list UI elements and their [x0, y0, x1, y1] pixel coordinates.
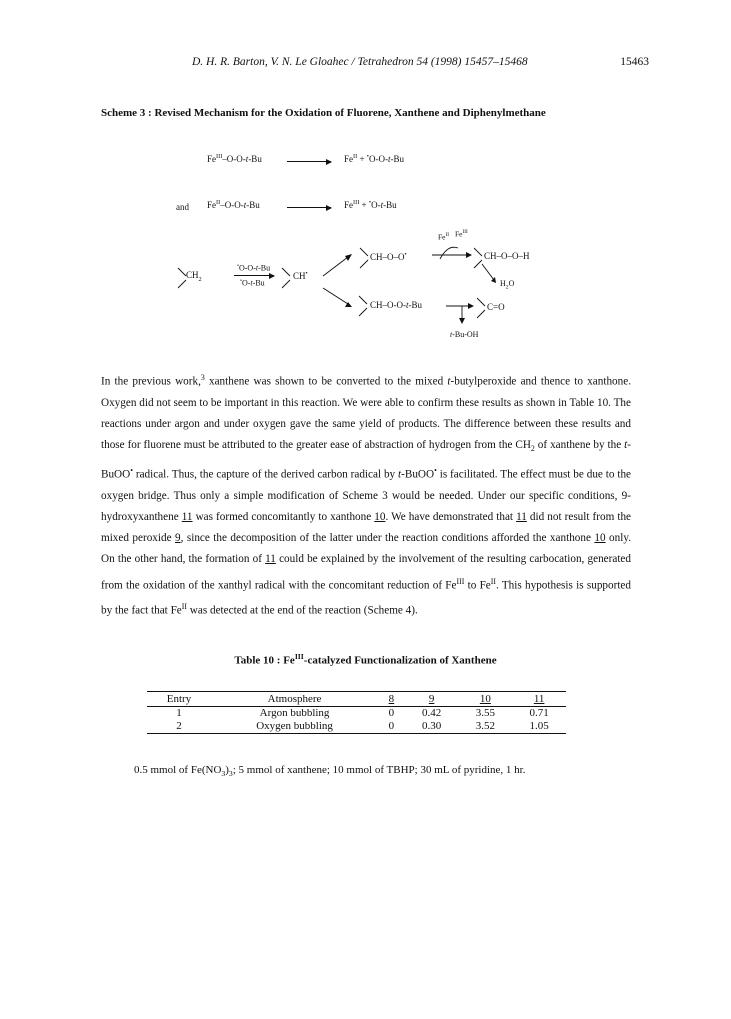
- eq2-products: $Fe^{III} + ^•O-t-Bu$: [344, 199, 397, 210]
- tbuoh-label: t-Bu-OH: [450, 330, 479, 339]
- fe3-label: $Fe^{III}$: [455, 229, 468, 239]
- running-citation: D. H. R. Barton, V. N. Le Gloahec / Tetrahedron 54 (1998) 15457–15468: [192, 56, 528, 68]
- cell-compound-10: 3.52: [458, 720, 512, 734]
- header-compound-10: 10: [458, 692, 512, 707]
- eq1-reactant: $Fe^{III}-O-O-t-Bu$: [207, 153, 262, 164]
- results-table: [147, 691, 566, 734]
- cell-atmosphere: Oxygen bubbling: [211, 720, 378, 734]
- table-footnote: 0.5 mmol of $Fe(NO_3)_3$; 5 mmol of xanthene; 10 mmol of TBHP; 30 mL of pyridine, 1 hr.: [134, 764, 526, 779]
- reagent-bottom: •O-t-Bu: [240, 278, 265, 288]
- cell-compound-8: 0: [388, 707, 395, 719]
- header-entry: Entry: [147, 692, 211, 707]
- page-number: 15463: [620, 56, 649, 68]
- mixed-peroxide-label: CH–O-O-t-Bu: [370, 300, 423, 310]
- ch2-label: $CH_2$: [186, 270, 202, 283]
- fe2-label: $Fe^{II}$: [438, 232, 449, 242]
- table-title: Table 10 : $Fe^{III}$-catalyzed Functionalization of Xanthene: [234, 652, 497, 667]
- header-compound-8: 8: [378, 692, 405, 707]
- header-atmosphere: Atmosphere: [211, 692, 378, 707]
- cell-compound-10: 3.55: [475, 707, 495, 719]
- eq2-reactant: $Fe^{II}-O-O-t-Bu$: [207, 199, 260, 210]
- body-paragraph: In the previous work,$^3$ xanthene was shown to be converted to the mixed t-butylperoxide and thence to xanthone. Oxygen did not seem to be important in this reaction. We were able to confirm these results as shown in Table 10. The reactions under argon and under oxygen gave the same yield of products. The difference between these results and those for fluorene must be attributed to the greater ease of abstraction of hydrogen from the $CH_2$ of xanthene by the t-BuOO• radical. Thus, the capture of the derived carbon radical by t-BuOO• is facilitated. The effect must be due to the oxygen bridge. Thus only a simple modification of Scheme 3 would be needed. Under our specific conditions, 9-hydroxyxanthene 11 was formed concomitantly to xanthone 10. We have demonstrated that 11 did not result from the mixed peroxide 9, since the decomposition of the latter under the reaction conditions afforded the xanthone 10 only. On the other hand, the formation of 11 could be explained by the involvement of the resulting carbocation, generated from the oxidation of the xanthyl radical with the concomitant reduction of $Fe^{III}$ to $Fe^{II}$. This hypothesis is supported by the fact that $Fe^{II}$ was detected at the end of the reaction (Scheme 4).: [101, 373, 632, 618]
- cell-entry: 1: [176, 707, 182, 719]
- eq1-products: $Fe^{II} + ^•O-O-t-Bu$: [344, 153, 405, 164]
- table-header-row: [147, 692, 566, 707]
- header-compound-11: 11: [512, 692, 566, 707]
- abstraction-arrow: [234, 275, 274, 276]
- header-compound-9: 9: [405, 692, 459, 707]
- cell-compound-8: 0: [378, 720, 405, 734]
- cell-entry: 2: [147, 720, 211, 734]
- eq2-and: and: [176, 202, 189, 212]
- carbon-radical-label: CH•: [293, 270, 308, 281]
- cell-compound-9: 0.30: [405, 720, 459, 734]
- peroxyl-radical-label: CH–O–O•: [370, 251, 407, 262]
- ketone-label: C=O: [487, 302, 505, 312]
- scheme-title: Scheme 3 : Revised Mechanism for the Oxidation of Fluorene, Xanthene and Diphenylmethane: [101, 107, 546, 119]
- cell-compound-11: 0.71: [529, 707, 549, 719]
- table-row: [147, 720, 566, 734]
- hydroperoxide-label: CH–O–O–H: [484, 251, 530, 261]
- cell-compound-11: 1.05: [512, 720, 566, 734]
- cell-compound-9: 0.42: [421, 707, 442, 719]
- scheme-bonds: [0, 0, 731, 360]
- cell-atmosphere: Argon bubbling: [259, 707, 330, 719]
- water-label: $H_2O$: [500, 279, 515, 291]
- table-row: [147, 707, 566, 721]
- reagent-top: •O-O-t-Bu: [237, 263, 271, 273]
